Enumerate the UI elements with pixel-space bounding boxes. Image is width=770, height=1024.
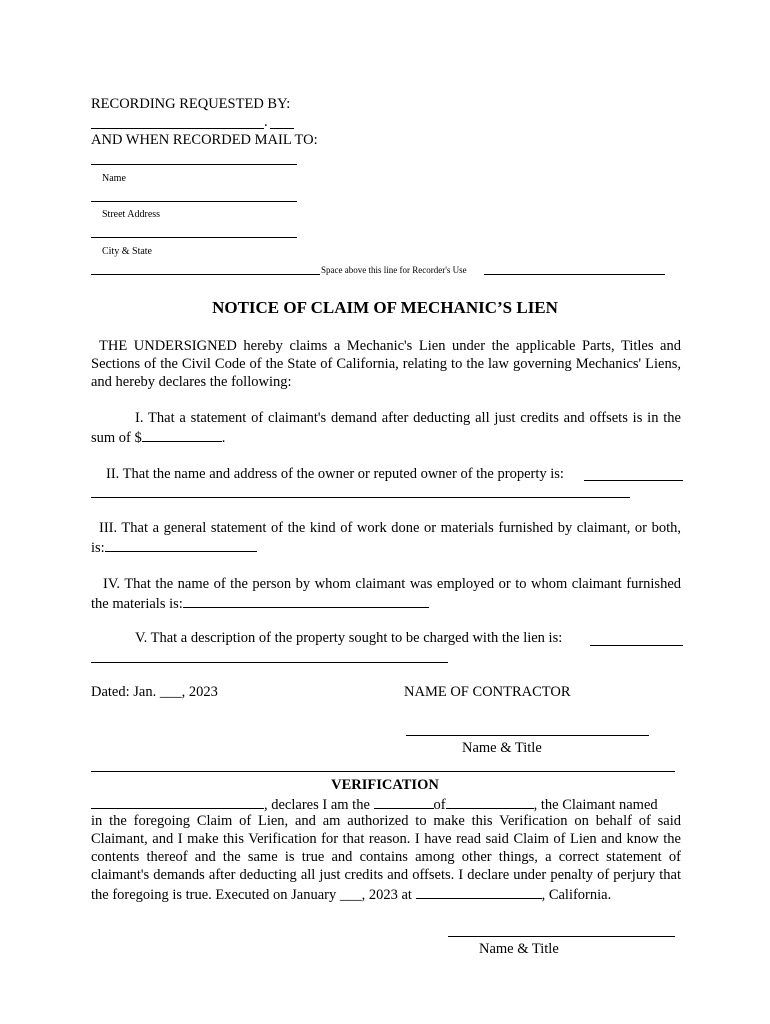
- claimant-company-field[interactable]: [446, 794, 534, 809]
- verification-california: , California.: [541, 887, 612, 903]
- recorder-line-right: [484, 274, 665, 275]
- street-address-line[interactable]: [91, 237, 297, 238]
- recording-requested-line-2[interactable]: [270, 128, 294, 129]
- item-i-text: I. That a statement of claimant's demand after deducting all just credits and offsets is in the sum of $: [91, 410, 681, 446]
- name-label: Name: [102, 173, 126, 184]
- verification-declares: , declares I am the: [264, 797, 370, 813]
- city-state-label: City & State: [102, 246, 152, 257]
- employer-name-field[interactable]: [183, 593, 429, 608]
- verifier-name-title: Name & Title: [479, 941, 559, 957]
- item-ii-text: II. That the name and address of the owner or reputed owner of the property is:: [106, 466, 564, 482]
- item-i-paragraph: [91, 409, 681, 447]
- owner-field-line-2[interactable]: [91, 497, 630, 498]
- contractor-name-title: Name & Title: [462, 740, 542, 756]
- demand-amount-field[interactable]: [142, 427, 222, 442]
- work-description-field[interactable]: [105, 537, 257, 552]
- verification-of: of: [433, 797, 446, 813]
- street-address-label: Street Address: [102, 209, 161, 220]
- verification-body-text: in the foregoing Claim of Lien, and am authorized to make this Verification on behalf of said Claimant, and I make this Verification for that reason. I have read said Claim of Lien and know the contents thereof and the same is true and contains among other things, a correct statement of claimant's demands after deducting all just credits and offsets. I declare under penalty of perjury that the foregoing is true. Executed on January ___, 2023 at: [91, 813, 681, 903]
- recorder-line-left: [91, 274, 320, 275]
- item-iv-paragraph: [91, 575, 681, 613]
- verification-body: [91, 812, 681, 904]
- item-v-text: V. That a description of the property sought to be charged with the lien is:: [135, 630, 563, 646]
- name-line[interactable]: [91, 201, 297, 202]
- property-field-line-2[interactable]: [91, 662, 448, 663]
- mail-to-line[interactable]: [91, 164, 297, 165]
- recording-requested-label: RECORDING REQUESTED BY:: [91, 96, 291, 112]
- recording-requested-line-1[interactable]: [91, 128, 264, 129]
- verifier-signature-line[interactable]: [448, 936, 675, 937]
- contractor-signature-line[interactable]: [406, 735, 649, 736]
- dated-line: Dated: Jan. ___, 2023: [91, 684, 218, 700]
- document-title: NOTICE OF CLAIM OF MECHANIC’S LIEN: [212, 298, 558, 317]
- declarant-role-field[interactable]: [374, 794, 434, 809]
- declarant-name-field[interactable]: [91, 794, 264, 809]
- item-iv-text: IV. That the name of the person by whom claimant was employed or to whom claimant furnished the materials is:: [91, 576, 681, 612]
- verification-claimant-named: , the Claimant named: [533, 797, 658, 813]
- item-i-end: .: [221, 430, 226, 446]
- item-iii-text: III. That a general statement of the kind of work done or materials furnished by claimant, or both, is:: [91, 520, 681, 556]
- mail-to-label: AND WHEN RECORDED MAIL TO:: [91, 132, 318, 148]
- intro-paragraph: THE UNDERSIGNED hereby claims a Mechanic's Lien under the applicable Parts, Titles and Sections of the Civil Code of the State of California, relating to the law governing Mechanics' Liens, and hereby declares the following:: [91, 338, 681, 390]
- recording-requested-dot: .: [264, 114, 268, 130]
- verification-heading: VERIFICATION: [331, 777, 439, 793]
- recorder-use-note: Space above this line for Recorder's Use: [321, 265, 467, 275]
- section-divider: [91, 771, 675, 772]
- owner-field-line-1[interactable]: [584, 480, 683, 481]
- property-field-line-1[interactable]: [590, 645, 683, 646]
- item-iii-paragraph: [91, 519, 681, 557]
- verification-first-line: [91, 794, 681, 814]
- contractor-label: NAME OF CONTRACTOR: [404, 684, 571, 700]
- executed-city-field[interactable]: [416, 884, 542, 899]
